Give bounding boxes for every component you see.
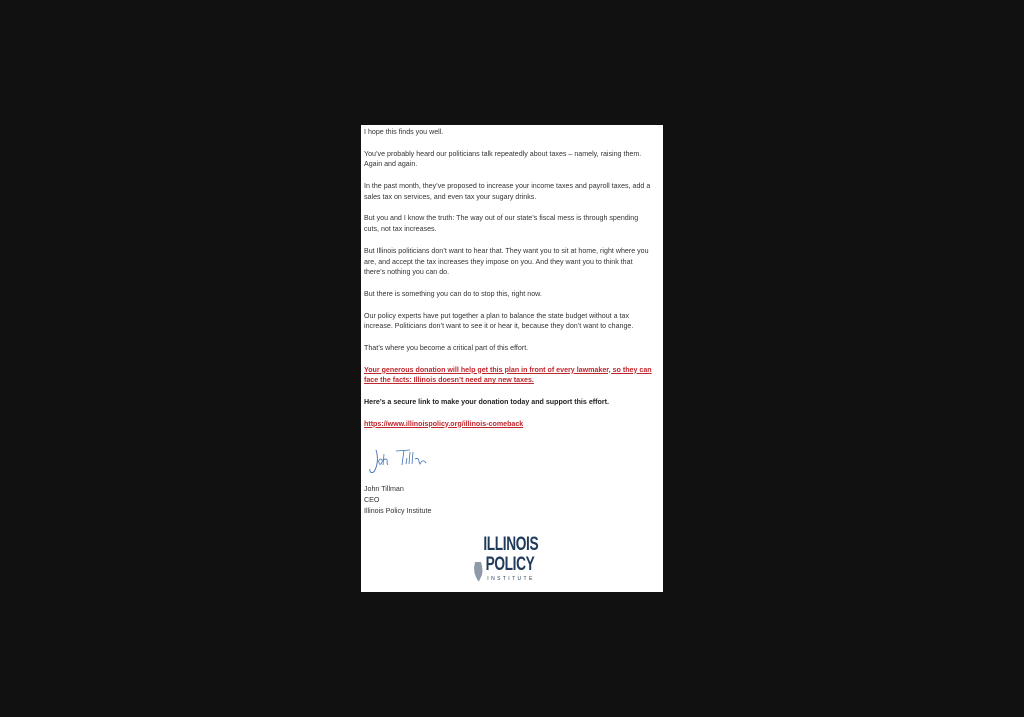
paragraph-plan: Our policy experts have put together a plan to balance the state budget without a tax increase. Politicians don’t want to see it or hear it, because they don’t want to change. (364, 311, 634, 331)
email-letter (361, 125, 663, 592)
secure-link-text: Here’s a secure link to make your donation today and support this effort. (364, 397, 609, 406)
signature-image (366, 446, 430, 476)
donation-url-link[interactable]: https://www.illinoispolicy.org/illinois-comeback (364, 419, 524, 428)
signature-block (364, 484, 653, 516)
paragraph-greeting: I hope this finds you well. (364, 128, 444, 136)
paragraph-truth: But you and I know the truth: The way out of our state’s fiscal mess is through spending cuts, not tax increases. (364, 214, 639, 234)
paragraph-taxes: You’ve probably heard our politicians talk repeatedly about taxes – namely, raising them. Again and again. (364, 149, 642, 169)
signer-name: John Tillman (364, 484, 404, 493)
donation-cta-link[interactable]: Your generous donation will help get this plan in front of every lawmaker, so they can face the facts: Illinois doesn’t need any new taxes. (364, 365, 652, 385)
logo-line-institute: INSTITUTE (487, 576, 535, 582)
signer-org: Illinois Policy Institute (364, 506, 432, 515)
signer-title: CEO (364, 495, 380, 504)
illinois-policy-logo (473, 535, 547, 591)
logo-line-illinois: ILLINOIS (483, 534, 539, 555)
illinois-state-icon (474, 562, 483, 582)
paragraph-something: But there is something you can do to stop this, right now. (364, 289, 542, 298)
paragraph-proposals: In the past month, they’ve proposed to increase your income taxes and payroll taxes, add a sales tax on services, and even tax your sugary drinks. (364, 181, 651, 201)
paragraph-critical: That’s where you become a critical part of this effort. (364, 343, 529, 352)
logo-line-policy: POLICY (485, 554, 535, 575)
paragraph-politicians: But Illinois politicians don’t want to hear that. They want you to sit at home, right where you are, and accept the tax increases they impose on you. And they want you to think that there’s nothing you can do. (364, 246, 649, 277)
